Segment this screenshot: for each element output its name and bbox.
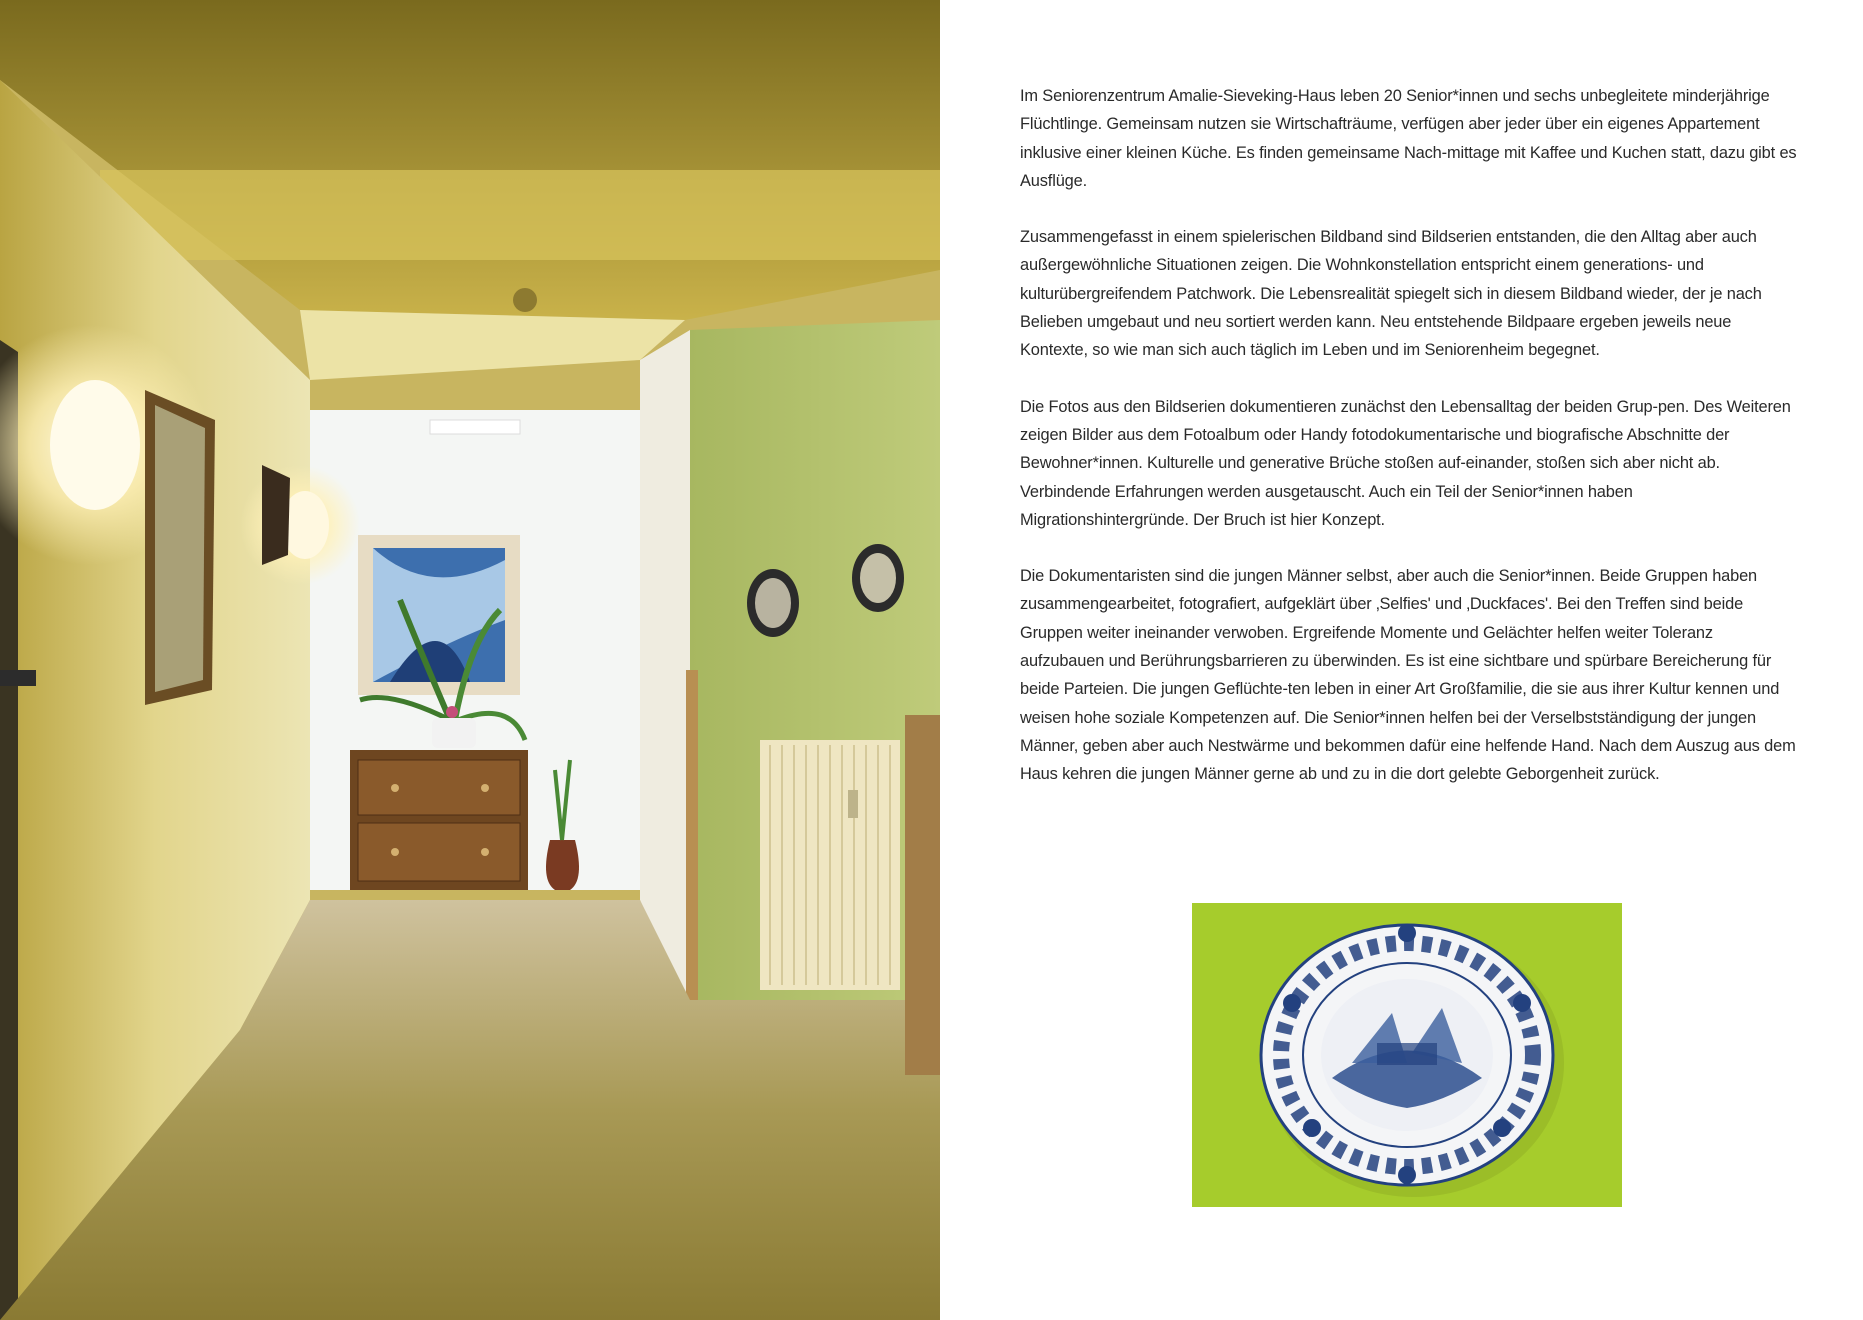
framed-picture-small (262, 465, 290, 565)
paragraph-3: Die Fotos aus den Bildserien dokumentieren zunächst den Lebensalltag der beiden Grup-pen. Des Weiteren zeigen Bilder aus dem Fotoalbum oder Handy fotodokumentarische und biografische Abschnitte der Bewohner*innen. Kulturelle und generative Brüche stoßen auf-einander, stoßen sich aber nicht ab. Verbindende Erfahrungen werden ausgetauscht. Auch ein Teil der Senior*innen haben Migrationshintergründe. Der Bruch ist hier Konzept. (1020, 397, 1791, 529)
paragraph-4: Die Dokumentaristen sind die jungen Männer selbst, aber auch die Senior*innen. Beide Gruppen haben zusammengearbeitet, fotografiert, aufgeklärt über ‚Selfies' und ‚Duckfaces'. Bei den Treffen sind beide Gruppen weiter ineinander verwoben. Ergreifende Momente und Gelächter helfen weiter Toleranz aufzubauen und Berührungsbarrieren zu überwinden. Es ist eine sichtbare und spürbare Bereicherung für beide Parteien. Die jungen Geflüchte-ten leben in einer Art Großfamilie, die sie aus ihrer Kultur kennen und weisen hohe soziale Kompetenzen auf. Die Senior*innen helfen bei der Verselbstständigung der jungen Männer, geben aber auch Nestwärme und bekommen dafür eine helfende Hand. Nach dem Auszug aus dem Haus kehren die jungen Männer gerne ab und zu in die dort gelebte Geborgenheit zurück. (1020, 567, 1796, 784)
text-page (940, 0, 1863, 1320)
body-text (1020, 82, 1800, 817)
paragraph-2: Zusammengefasst in einem spielerischen Bildband sind Bildserien entstanden, die den Alltag aber auch außergewöhnliche Situationen zeigen. Die Wohnkonstellation entspricht einem generations- und kulturübergreifendem Patchwork. Die Lebensrealität spiegelt sich in diesem Bildband wieder, der je nach Belieben umgebaut und neu sortiert werden kann. Neu entstehende Bildpaare ergeben jeweils neue Kontexte, so wie man sich auch täglich im Leben und im Seniorenheim begegnet. (1020, 228, 1762, 360)
ceiling-sensor-icon (513, 288, 537, 312)
plate-photo (1192, 903, 1622, 1207)
paragraph-1: Im Seniorenzentrum Amalie-Sieveking-Haus leben 20 Senior*innen und sechs unbegleitete minderjährige Flüchtlinge. Gemeinsam nutzen sie Wirtschafträume, verfügen aber jeder über ein eigenes Appartement inklusive einer kleinen Küche. Es finden gemeinsame Nach-mittage mit Kaffee und Kuchen statt, dazu gibt es Ausflüge. (1020, 87, 1797, 190)
vase-icon (546, 840, 579, 890)
plate-illustration (1192, 903, 1622, 1207)
radiator (760, 740, 900, 990)
dresser (350, 750, 528, 890)
cabinet-edge (905, 715, 940, 1075)
